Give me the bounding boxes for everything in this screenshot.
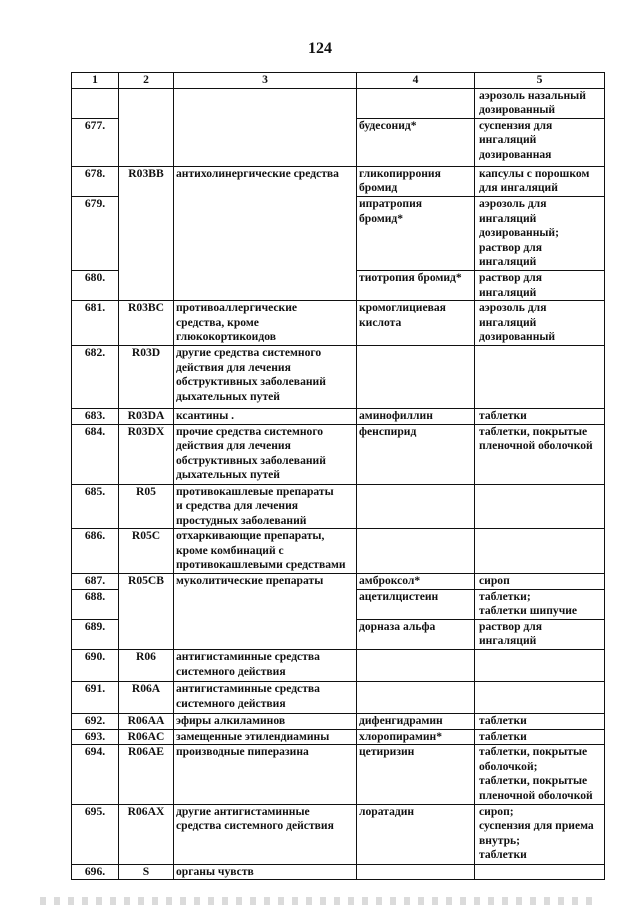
dosage-form [475,270,605,300]
dosage-form-line: таблетки шипучие [479,604,578,618]
atc-code [119,88,174,166]
table-row [72,714,605,730]
dosage-form-line: суспензия для приема [479,819,594,833]
drug-name-line: тиотропия бромид* [359,270,462,284]
pharmacological-group [174,529,357,574]
pharmacological-group [174,804,357,864]
atc-code: R06AE [119,745,174,804]
pharmacological-group-line: антигистаминные средства [176,682,320,696]
drug-name [357,118,475,166]
pharmacological-group-line: простудных заболеваний [176,513,307,527]
pharmacological-group-line: отхаркивающие препараты, [176,529,325,543]
pharmacological-group-line: дыхательных путей [176,389,280,403]
dosage-form [475,118,605,166]
table-header-row [72,73,605,89]
row-number: 681. [72,301,119,346]
pharmacological-group-line: кроме комбинаций с [176,543,284,557]
pharmacological-group-line: системного действия [176,664,286,678]
dosage-form [475,682,605,714]
drug-name [357,589,475,619]
dosage-form [475,529,605,574]
atc-code: R06AX [119,804,174,864]
pharmacological-group-line: обструктивных заболеваний [176,453,326,467]
column-header-3: 3 [174,73,357,89]
row-number: 688. [72,589,119,619]
page-number: 124 [308,40,332,57]
dosage-form-line: суспензия для [479,118,553,132]
pharmacological-group-line: антихолинергические средства [176,166,339,180]
atc-code: S [119,864,174,880]
row-number: 685. [72,484,119,529]
column-header-4: 4 [357,73,475,89]
pharmacological-group-line: противокашлевые препараты [176,484,334,498]
pharmacological-group-line: муколитические препараты [176,574,324,588]
drug-name-line: аминофиллин [359,408,433,422]
dosage-form-line: пленочной оболочкой [479,789,593,802]
dosage-form-line: сироп [479,574,510,588]
row-number: 684. [72,424,119,484]
dosage-form-line: ингаляций [479,211,537,225]
pharmacological-group-line: другие антигистаминные [176,804,310,818]
pharmacological-group [174,408,357,424]
dosage-form-line: раствор для ингаляций [479,619,543,648]
dosage-form [475,301,605,346]
drug-name [357,424,475,484]
table-row [72,574,605,590]
dosage-form [475,196,605,270]
drug-name [357,270,475,300]
dosage-form-line: таблетки [479,408,527,422]
pharmacological-group [174,745,357,804]
drug-name [357,804,475,864]
drug-name-line: дифенгидрамин [359,714,443,728]
atc-code: R06 [119,650,174,682]
scan-edge-marks [40,897,600,905]
column-header-1: 1 [72,73,119,89]
pharmacological-group-line: противоаллергические [176,301,298,315]
row-number: 691. [72,682,119,714]
drug-name-line: кислота [359,315,402,329]
pharmacological-group [174,682,357,714]
column-header-5: 5 [475,73,605,89]
drug-name [357,650,475,682]
pharmacological-group-line: глюкокортикоидов [176,330,276,344]
row-number: 678. [72,166,119,196]
pharmacological-group [174,574,357,650]
row-number: 687. [72,574,119,590]
drug-name [357,484,475,529]
table-row [72,484,605,529]
drug-name [357,166,475,196]
pharmacological-group-line: действия для лечения [176,439,291,453]
pharmacological-group-line: производные пиперазина [176,745,309,759]
table-row [72,529,605,574]
atc-code: R05CB [119,574,174,650]
dosage-form-line: дозированный [479,103,556,117]
pharmacological-group-line: замещенные этилендиамины [176,729,330,743]
dosage-form-line: ингаляций [479,133,537,147]
pharmacological-group-line: эфиры алкиламинов [176,714,286,728]
drug-name [357,408,475,424]
dosage-form-line: дозированный; [479,226,559,240]
atc-code: R06AA [119,714,174,730]
pharmacological-group [174,714,357,730]
drug-name [357,345,475,408]
pharmacological-group-line: обструктивных заболеваний [176,375,326,389]
dosage-form-line: дозированная [479,147,552,161]
row-number: 690. [72,650,119,682]
dosage-form-line: таблетки, покрытые [479,424,588,438]
dosage-form-line: таблетки [479,714,527,728]
pharmacological-group-line: и средства для лечения [176,499,299,513]
pharmacological-group-line: средства, кроме [176,315,259,329]
drug-name-line: амброксол* [359,574,421,588]
table-row [72,864,605,880]
dosage-form-line: аэрозоль для [479,196,547,210]
pharmacological-group-line: другие средства системного [176,345,322,359]
drug-name [357,88,475,118]
row-number: 682. [72,345,119,408]
drug-name-line: кромоглициевая [359,301,446,315]
pharmacological-group-line: действия для лечения [176,360,291,374]
row-number: 683. [72,408,119,424]
drug-name-line: бромид* [359,211,404,225]
table-row [72,729,605,745]
medicines-table [71,72,605,880]
pharmacological-group-line: антигистаминные средства [176,650,320,664]
dosage-form-line: таблетки; [479,589,531,603]
dosage-form [475,650,605,682]
pharmacological-group [174,345,357,408]
dosage-form-line: раствор для ингаляций [479,270,543,299]
drug-name-line: ацетилцистеин [359,589,439,603]
drug-name [357,619,475,649]
row-number: 680. [72,270,119,300]
drug-name [357,864,475,880]
table-row [72,424,605,484]
row-number: 679. [72,196,119,270]
dosage-form-line: капсулы с порошком [479,166,590,180]
row-number: 694. [72,745,119,804]
dosage-form-line: аэрозоль для [479,301,547,315]
table-row [72,682,605,714]
dosage-form [475,589,605,619]
pharmacological-group [174,650,357,682]
drug-name [357,714,475,730]
table-row [72,650,605,682]
row-number [72,88,119,118]
dosage-form-line: таблетки [479,848,527,862]
dosage-form-line: таблетки [479,729,527,743]
row-number: 692. [72,714,119,730]
drug-name-line: ипратропия [359,196,423,210]
pharmacological-group [174,424,357,484]
dosage-form-line: внутрь; [479,833,521,847]
atc-code: R03BB [119,166,174,300]
atc-code: R05 [119,484,174,529]
dosage-form-line: таблетки, покрытые [479,745,588,759]
dosage-form-line: пленочной оболочкой [479,439,593,453]
table-row [72,301,605,346]
pharmacological-group [174,301,357,346]
dosage-form-line: таблетки, покрытые [479,774,588,788]
pharmacological-group-line: противокашлевыми средствами [176,558,346,572]
pharmacological-group-line: средства системного действия [176,819,334,833]
table-row [72,345,605,408]
drug-name-line: бромид [359,181,398,195]
dosage-form-line: для ингаляций [479,181,558,195]
dosage-form-line: раствор для ингаляций [479,240,543,269]
table-row [72,408,605,424]
row-number: 693. [72,729,119,745]
dosage-form-line: дозированный [479,330,556,344]
pharmacological-group [174,88,357,166]
atc-code: R05C [119,529,174,574]
dosage-form [475,166,605,196]
table-row [72,88,605,118]
drug-name-line: гликопиррония [359,166,441,180]
drug-name-line: будесонид* [359,118,417,132]
atc-code: R03D [119,345,174,408]
atc-code: R06A [119,682,174,714]
dosage-form-line: сироп; [479,804,514,818]
drug-name-line: дорназа альфа [359,619,436,633]
dosage-form-line: аэрозоль назальный [479,88,586,102]
drug-name [357,682,475,714]
row-number: 696. [72,864,119,880]
atc-code: R03BC [119,301,174,346]
pharmacological-group-line: ксантины . [176,408,235,422]
row-number: 689. [72,619,119,649]
atc-code: R03DA [119,408,174,424]
drug-name [357,301,475,346]
pharmacological-group-line: прочие средства системного [176,424,324,438]
pharmacological-group-line: органы чувств [176,864,254,878]
dosage-form [475,424,605,484]
pharmacological-group [174,729,357,745]
dosage-form [475,804,605,864]
dosage-form [475,729,605,745]
pharmacological-group-line: дыхательных путей [176,468,280,482]
pharmacological-group [174,864,357,880]
row-number: 677. [72,118,119,166]
dosage-form [475,864,605,880]
pharmacological-group-line: системного действия [176,696,286,710]
drug-name [357,574,475,590]
drug-name-line: цетиризин [359,745,415,759]
row-number: 686. [72,529,119,574]
drug-name [357,745,475,804]
dosage-form [475,745,605,804]
drug-name-line: лоратадин [359,804,415,818]
drug-name [357,196,475,270]
dosage-form [475,88,605,118]
column-header-2: 2 [119,73,174,89]
dosage-form [475,484,605,529]
drug-name-line: фенспирид [359,424,417,438]
dosage-form [475,574,605,590]
drug-name [357,729,475,745]
dosage-form [475,619,605,649]
pharmacological-group [174,166,357,300]
row-number: 695. [72,804,119,864]
dosage-form-line: оболочкой; [479,759,538,773]
atc-code: R06AC [119,729,174,745]
table-row [72,166,605,196]
table-row [72,745,605,804]
table-row [72,804,605,864]
drug-name-line: хлоропирамин* [359,729,443,743]
dosage-form [475,408,605,424]
dosage-form [475,345,605,408]
pharmacological-group [174,484,357,529]
dosage-form-line: ингаляций [479,315,537,329]
atc-code: R03DX [119,424,174,484]
dosage-form [475,714,605,730]
drug-name [357,529,475,574]
